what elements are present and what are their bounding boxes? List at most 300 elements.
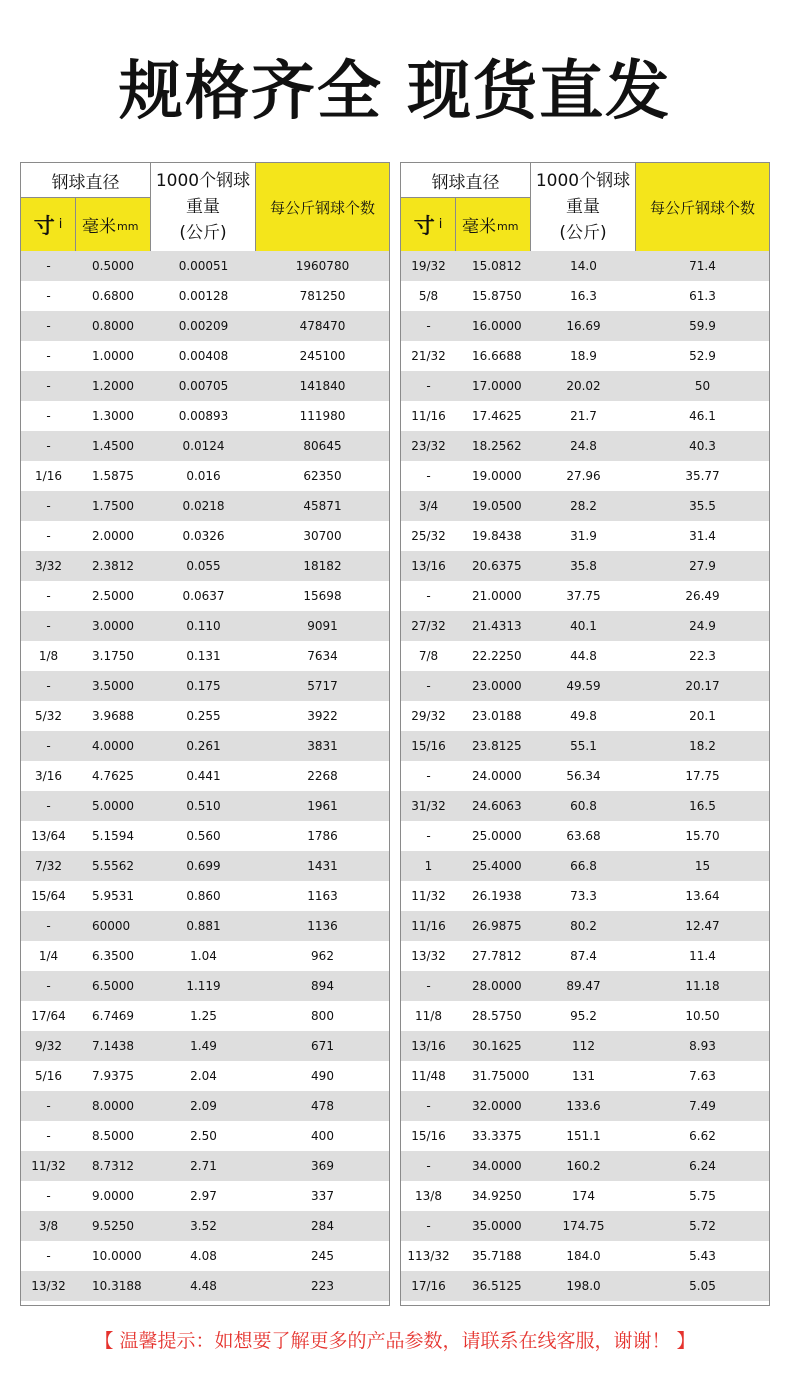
cell-count: 13.64 [685,889,720,903]
table-row [401,401,769,431]
cell-weight: 0.0218 [182,499,225,513]
cell-count: 1961 [307,799,338,813]
cell-weight: 16.3 [570,289,597,303]
cell-weight: 0.881 [186,919,221,933]
header-weight-line1: 1000个钢球 [155,171,251,191]
cell-count: 1960780 [295,259,350,273]
table-row [401,311,769,341]
cell-count: 6.24 [689,1159,716,1173]
cell-mm: 1.0000 [92,349,134,363]
cell-inch: 1/8 [38,649,59,663]
table-row [21,641,389,671]
table-row [401,431,769,461]
cell-mm: 25.4000 [472,859,522,873]
cell-mm: 32.0000 [472,1099,522,1113]
cell-mm: 8.5000 [92,1129,134,1143]
cell-weight: 87.4 [570,949,597,963]
table-row [21,1001,389,1031]
cell-weight: 3.52 [190,1219,217,1233]
cell-mm: 16.0000 [472,319,522,333]
cell-inch: - [426,1099,431,1113]
cell-weight: 20.02 [566,379,601,393]
table-row [21,791,389,821]
header-count: 每公斤钢球个数 [256,163,389,251]
cell-count: 40.3 [689,439,716,453]
cell-inch: 7/8 [418,649,439,663]
cell-mm: 28.0000 [472,979,522,993]
header-diameter: 钢球直径 [21,163,151,198]
cell-inch: 5/16 [35,1069,62,1083]
header-mm [456,198,531,251]
cell-inch: 15/16 [411,739,446,753]
cell-mm: 16.6688 [472,349,522,363]
cell-inch: 3/8 [38,1219,59,1233]
cell-mm: 24.0000 [472,769,522,783]
cell-inch: 1 [424,859,433,873]
cell-count: 17.75 [685,769,720,783]
cell-mm: 26.1938 [472,889,522,903]
cell-count: 11.18 [685,979,720,993]
cell-weight: 27.96 [566,469,601,483]
cell-count: 2268 [307,769,338,783]
cell-weight: 0.00705 [178,379,229,393]
cell-count: 111980 [299,409,346,423]
cell-mm: 2.5000 [92,589,134,603]
table-row [401,1241,769,1271]
table-row [401,671,769,701]
cell-weight: 1.25 [190,1009,217,1023]
cell-weight: 18.9 [570,349,597,363]
cell-weight: 40.1 [570,619,597,633]
cell-count: 80645 [303,439,342,453]
cell-weight: 151.1 [566,1129,601,1143]
cell-count: 1136 [307,919,338,933]
cell-weight: 1.04 [190,949,217,963]
table-row [21,581,389,611]
cell-mm: 17.4625 [472,409,522,423]
cell-mm: 6.3500 [92,949,134,963]
cell-mm: 19.0000 [472,469,522,483]
cell-inch: 11/32 [31,1159,66,1173]
cell-weight: 95.2 [570,1009,597,1023]
cell-inch: 19/32 [411,259,446,273]
cell-mm: 25.0000 [472,829,522,843]
cell-count: 337 [311,1189,334,1203]
cell-count: 35.5 [689,499,716,513]
cell-weight: 73.3 [570,889,597,903]
cell-count: 50 [694,379,711,393]
table-row [401,761,769,791]
cell-count: 400 [311,1129,334,1143]
cell-count: 223 [311,1279,334,1293]
cell-mm: 18.2562 [472,439,522,453]
header-weight [531,163,636,251]
header-mm-label: 毫米 [82,217,116,237]
page-title: 规格齐全 现货直发 [118,55,672,129]
cell-inch: 17/16 [411,1279,446,1293]
cell-mm: 7.1438 [92,1039,134,1053]
cell-weight: 49.8 [570,709,597,723]
table-row [21,851,389,881]
table-row [21,701,389,731]
cell-inch: 11/16 [411,919,446,933]
cell-weight: 44.8 [570,649,597,663]
cell-count: 35.77 [685,469,720,483]
cell-weight: 56.34 [566,769,601,783]
header-mm-sub: mm [497,220,519,233]
cell-inch: - [46,529,51,543]
cell-mm: 21.4313 [472,619,522,633]
cell-inch: 11/8 [415,1009,442,1023]
cell-weight: 66.8 [570,859,597,873]
cell-mm: 0.6800 [92,289,134,303]
cell-mm: 0.8000 [92,319,134,333]
cell-weight: 174.75 [562,1219,605,1233]
table-row [401,641,769,671]
header-weight-line3: (公斤) [179,223,227,243]
cell-inch: - [426,469,431,483]
cell-count: 369 [311,1159,334,1173]
header-count: 每公斤钢球个数 [636,163,769,251]
header-mm [76,198,151,251]
cell-inch: - [46,619,51,633]
cell-count: 671 [311,1039,334,1053]
table-row [401,1181,769,1211]
cell-count: 5717 [307,679,338,693]
cell-mm: 15.8750 [472,289,522,303]
cell-inch: 11/32 [411,889,446,903]
cell-inch: 9/32 [35,1039,62,1053]
table-row [21,1121,389,1151]
cell-mm: 60000 [92,919,131,933]
header-inch-sub: i [438,217,443,232]
cell-weight: 63.68 [566,829,601,843]
cell-count: 781250 [299,289,346,303]
table-row [21,371,389,401]
cell-mm: 6.7469 [92,1009,134,1023]
cell-inch: - [426,589,431,603]
cell-inch: - [46,349,51,363]
table-row [401,821,769,851]
cell-weight: 0.00893 [178,409,229,423]
cell-count: 7.49 [689,1099,716,1113]
cell-mm: 5.0000 [92,799,134,813]
cell-count: 11.4 [689,949,716,963]
cell-count: 7.63 [689,1069,716,1083]
cell-inch: 5/32 [35,709,62,723]
cell-count: 22.3 [689,649,716,663]
cell-count: 61.3 [689,289,716,303]
cell-count: 15698 [303,589,342,603]
table-row [401,941,769,971]
cell-weight: 80.2 [570,919,597,933]
cell-weight: 14.0 [570,259,597,273]
cell-weight: 0.510 [186,799,221,813]
cell-mm: 3.9688 [92,709,134,723]
cell-mm: 22.2250 [472,649,522,663]
cell-inch: - [46,259,51,273]
cell-count: 46.1 [689,409,716,423]
table-row [21,521,389,551]
table-row [21,731,389,761]
cell-mm: 5.9531 [92,889,134,903]
table-row [401,341,769,371]
table-row [401,881,769,911]
cell-count: 31.4 [689,529,716,543]
cell-mm: 8.7312 [92,1159,134,1173]
cell-mm: 17.0000 [472,379,522,393]
cell-mm: 30.1625 [472,1039,522,1053]
table-row [401,1271,769,1301]
cell-weight: 2.09 [190,1099,217,1113]
table-row [21,1271,389,1301]
cell-weight: 89.47 [566,979,601,993]
cell-inch: 25/32 [411,529,446,543]
table-row [21,551,389,581]
cell-inch: - [46,919,51,933]
cell-weight: 37.75 [566,589,601,603]
cell-inch: - [46,1099,51,1113]
cell-inch: - [46,1189,51,1203]
cell-inch: 5/8 [418,289,439,303]
table-row [401,251,769,281]
table-row [21,491,389,521]
cell-mm: 19.8438 [472,529,522,543]
cell-count: 478470 [299,319,346,333]
cell-weight: 0.175 [186,679,221,693]
cell-weight: 0.560 [186,829,221,843]
cell-mm: 3.5000 [92,679,134,693]
table-row [401,791,769,821]
table-row [21,311,389,341]
cell-weight: 0.860 [186,889,221,903]
cell-weight: 0.00128 [178,289,229,303]
cell-count: 800 [311,1009,334,1023]
table-row [401,581,769,611]
table-row [401,1001,769,1031]
table-row [21,1031,389,1061]
cell-mm: 20.6375 [472,559,522,573]
cell-weight: 0.255 [186,709,221,723]
cell-weight: 0.016 [186,469,221,483]
table-row [21,1241,389,1271]
cell-inch: - [426,829,431,843]
table-row [401,1061,769,1091]
cell-count: 18182 [303,559,342,573]
cell-count: 16.5 [689,799,716,813]
cell-mm: 1.7500 [92,499,134,513]
cell-weight: 160.2 [566,1159,601,1173]
cell-count: 8.93 [689,1039,716,1053]
cell-mm: 31.75000 [472,1069,530,1083]
cell-mm: 27.7812 [472,949,522,963]
cell-count: 245100 [299,349,346,363]
table-row [21,1061,389,1091]
table-row [21,971,389,1001]
cell-mm: 5.5562 [92,859,134,873]
cell-weight: 35.8 [570,559,597,573]
table-row [401,851,769,881]
cell-inch: 11/48 [411,1069,446,1083]
cell-mm: 24.6063 [472,799,522,813]
table-row [21,1211,389,1241]
table-row [21,401,389,431]
cell-weight: 184.0 [566,1249,601,1263]
cell-count: 71.4 [689,259,716,273]
cell-inch: 13/32 [411,949,446,963]
cell-inch: 27/32 [411,619,446,633]
cell-inch: - [46,409,51,423]
cell-mm: 21.0000 [472,589,522,603]
cell-mm: 23.0188 [472,709,522,723]
cell-inch: 113/32 [407,1249,450,1263]
cell-count: 284 [311,1219,334,1233]
cell-weight: 2.71 [190,1159,217,1173]
cell-inch: 13/16 [411,559,446,573]
cell-count: 141840 [299,379,346,393]
cell-count: 6.62 [689,1129,716,1143]
cell-weight: 55.1 [570,739,597,753]
cell-weight: 112 [572,1039,595,1053]
cell-count: 245 [311,1249,334,1263]
cell-count: 5.75 [689,1189,716,1203]
cell-mm: 1.5875 [92,469,134,483]
cell-weight: 4.48 [190,1279,217,1293]
table-row [401,371,769,401]
cell-mm: 3.1750 [92,649,134,663]
table-row [401,971,769,1001]
header-weight [151,163,256,251]
table-row [401,1151,769,1181]
table-row [401,491,769,521]
cell-inch: - [426,769,431,783]
cell-inch: 23/32 [411,439,446,453]
cell-inch: - [46,439,51,453]
table-row [401,521,769,551]
header-weight-line2: 重量 [566,197,600,217]
cell-mm: 33.3375 [472,1129,522,1143]
cell-mm: 2.0000 [92,529,134,543]
cell-count: 1431 [307,859,338,873]
table-row [401,1121,769,1151]
cell-inch: - [46,589,51,603]
cell-mm: 1.3000 [92,409,134,423]
cell-count: 3831 [307,739,338,753]
cell-count: 20.17 [685,679,720,693]
header-mm-label: 毫米 [462,217,496,237]
cell-inch: 3/16 [35,769,62,783]
cell-weight: 0.261 [186,739,221,753]
cell-mm: 34.9250 [472,1189,522,1203]
table-row [401,1211,769,1241]
cell-mm: 10.3188 [92,1279,142,1293]
cell-mm: 9.5250 [92,1219,134,1233]
cell-mm: 7.9375 [92,1069,134,1083]
cell-inch: 17/64 [31,1009,66,1023]
cell-count: 1163 [307,889,338,903]
cell-weight: 0.00209 [178,319,229,333]
header-mm-sub: mm [117,220,139,233]
cell-mm: 10.0000 [92,1249,142,1263]
cell-inch: - [426,1219,431,1233]
header-inch [401,198,456,251]
cell-count: 52.9 [689,349,716,363]
spec-table-right [400,162,770,1306]
cell-inch: 13/8 [415,1189,442,1203]
table-row [401,551,769,581]
cell-inch: - [46,739,51,753]
table-row [21,821,389,851]
table-row [21,281,389,311]
cell-count: 26.49 [685,589,720,603]
cell-inch: - [426,379,431,393]
header-weight-line3: (公斤) [559,223,607,243]
table-row [21,671,389,701]
cell-count: 24.9 [689,619,716,633]
table-row [21,1091,389,1121]
cell-inch: - [46,379,51,393]
cell-count: 5.43 [689,1249,716,1263]
header-weight-line2: 重量 [186,197,220,217]
cell-inch: - [426,679,431,693]
cell-mm: 1.4500 [92,439,134,453]
cell-count: 45871 [303,499,342,513]
table-body [21,251,389,1301]
cell-mm: 0.5000 [92,259,134,273]
table-row [21,881,389,911]
cell-inch: 11/16 [411,409,446,423]
cell-count: 15 [694,859,711,873]
table-row [21,911,389,941]
cell-count: 478 [311,1099,334,1113]
cell-mm: 23.0000 [472,679,522,693]
cell-mm: 35.7188 [472,1249,522,1263]
cell-inch: - [426,1159,431,1173]
table-row [401,461,769,491]
table-row [21,1151,389,1181]
header-weight-line1: 1000个钢球 [535,171,631,191]
cell-count: 12.47 [685,919,720,933]
cell-weight: 4.08 [190,1249,217,1263]
cell-weight: 0.0124 [182,439,225,453]
cell-count: 18.2 [689,739,716,753]
cell-inch: - [46,499,51,513]
cell-inch: 29/32 [411,709,446,723]
cell-count: 20.1 [689,709,716,723]
cell-count: 9091 [307,619,338,633]
cell-weight: 0.00051 [178,259,229,273]
cell-mm: 2.3812 [92,559,134,573]
cell-weight: 0.699 [186,859,221,873]
cell-mm: 6.5000 [92,979,134,993]
cell-weight: 2.97 [190,1189,217,1203]
table-body [401,251,769,1301]
cell-count: 1786 [307,829,338,843]
cell-inch: 31/32 [411,799,446,813]
cell-weight: 24.8 [570,439,597,453]
cell-weight: 198.0 [566,1279,601,1293]
cell-weight: 28.2 [570,499,597,513]
cell-weight: 0.110 [186,619,221,633]
cell-inch: 13/32 [31,1279,66,1293]
cell-weight: 1.119 [186,979,221,993]
cell-inch: 7/32 [35,859,62,873]
cell-count: 10.50 [685,1009,720,1023]
header-inch-sub: i [58,217,63,232]
cell-count: 894 [311,979,334,993]
header-inch-label: 寸 [413,213,435,238]
cell-weight: 0.441 [186,769,221,783]
